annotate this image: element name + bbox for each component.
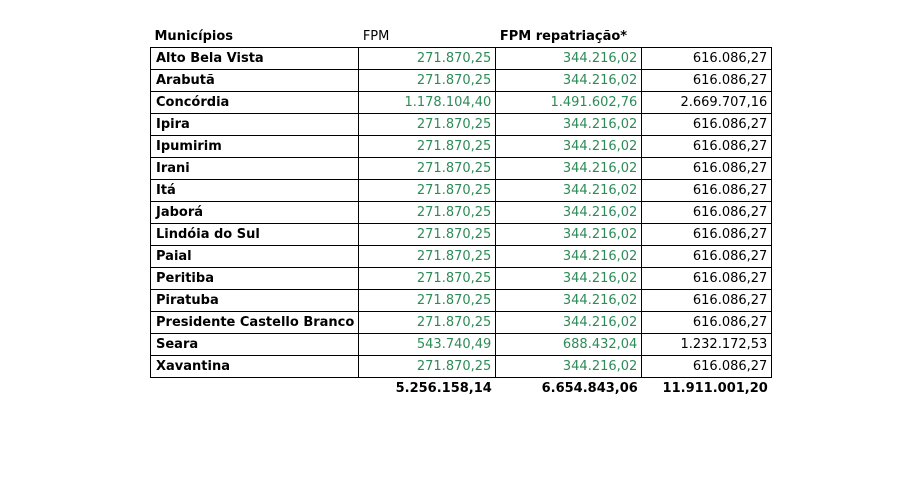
table-row <box>151 268 772 290</box>
fpm-cell: 271.870,25 <box>359 48 496 70</box>
municipio-cell: Arabutã <box>151 70 359 92</box>
fpm-repatriacao-cell: 344.216,02 <box>496 70 642 92</box>
header-total <box>642 27 772 48</box>
municipio-cell: Peritiba <box>151 268 359 290</box>
total-cell: 616.086,27 <box>642 312 772 334</box>
fpm-cell: 271.870,25 <box>359 246 496 268</box>
municipio-cell: Ipumirim <box>151 136 359 158</box>
total-cell: 616.086,27 <box>642 202 772 224</box>
total-cell: 616.086,27 <box>642 70 772 92</box>
table-row <box>151 290 772 312</box>
total-cell: 616.086,27 <box>642 290 772 312</box>
municipio-cell: Concórdia <box>151 92 359 114</box>
municipio-cell: Itá <box>151 180 359 202</box>
municipio-cell: Lindóia do Sul <box>151 224 359 246</box>
table-row <box>151 246 772 268</box>
fpm-cell: 271.870,25 <box>359 290 496 312</box>
total-cell: 616.086,27 <box>642 158 772 180</box>
totals-label <box>151 378 359 401</box>
fpm-cell: 543.740,49 <box>359 334 496 356</box>
municipio-cell: Paial <box>151 246 359 268</box>
fpm-cell: 271.870,25 <box>359 136 496 158</box>
municipio-cell: Presidente Castello Branco <box>151 312 359 334</box>
fpm-repatriacao-cell: 688.432,04 <box>496 334 642 356</box>
fpm-repatriacao-cell: 344.216,02 <box>496 356 642 378</box>
fpm-table-container <box>150 27 772 400</box>
fpm-repatriacao-cell: 344.216,02 <box>496 202 642 224</box>
table-row <box>151 70 772 92</box>
total-cell: 616.086,27 <box>642 48 772 70</box>
municipio-cell: Jaborá <box>151 202 359 224</box>
total-cell: 616.086,27 <box>642 114 772 136</box>
municipio-cell: Piratuba <box>151 290 359 312</box>
total-cell: 616.086,27 <box>642 224 772 246</box>
fpm-cell: 271.870,25 <box>359 202 496 224</box>
fpm-repatriacao-cell: 344.216,02 <box>496 158 642 180</box>
fpm-cell: 271.870,25 <box>359 70 496 92</box>
fpm-table <box>150 27 772 400</box>
totals-fpm: 5.256.158,14 <box>395 381 492 396</box>
totals-row <box>151 378 772 401</box>
fpm-cell: 271.870,25 <box>359 312 496 334</box>
total-cell: 616.086,27 <box>642 136 772 158</box>
total-cell: 616.086,27 <box>642 246 772 268</box>
table-row <box>151 92 772 114</box>
table-row <box>151 312 772 334</box>
fpm-repatriacao-cell: 344.216,02 <box>496 312 642 334</box>
table-row <box>151 202 772 224</box>
fpm-cell: 271.870,25 <box>359 114 496 136</box>
fpm-cell: 271.870,25 <box>359 180 496 202</box>
total-cell: 616.086,27 <box>642 356 772 378</box>
table-row <box>151 180 772 202</box>
totals-fpm-repatriacao: 6.654.843,06 <box>541 381 638 396</box>
fpm-cell: 271.870,25 <box>359 268 496 290</box>
fpm-repatriacao-cell: 344.216,02 <box>496 114 642 136</box>
municipio-cell: Ipira <box>151 114 359 136</box>
table-row <box>151 114 772 136</box>
total-cell: 616.086,27 <box>642 268 772 290</box>
municipio-cell: Irani <box>151 158 359 180</box>
total-cell: 616.086,27 <box>642 180 772 202</box>
totals-total: 11.911.001,20 <box>662 381 768 396</box>
fpm-repatriacao-cell: 344.216,02 <box>496 246 642 268</box>
fpm-repatriacao-cell: 1.491.602,76 <box>496 92 642 114</box>
fpm-cell: 271.870,25 <box>359 356 496 378</box>
header-fpm: FPM <box>362 29 390 44</box>
fpm-cell: 1.178.104,40 <box>359 92 496 114</box>
fpm-repatriacao-cell: 344.216,02 <box>496 136 642 158</box>
table-row <box>151 158 772 180</box>
municipio-cell: Seara <box>151 334 359 356</box>
table-row <box>151 136 772 158</box>
fpm-repatriacao-cell: 344.216,02 <box>496 180 642 202</box>
total-cell: 2.669.707,16 <box>642 92 772 114</box>
fpm-repatriacao-cell: 344.216,02 <box>496 224 642 246</box>
table-row <box>151 48 772 70</box>
header-fpm-repatriacao: FPM repatriação* <box>499 29 628 44</box>
municipio-cell: Xavantina <box>151 356 359 378</box>
table-row <box>151 224 772 246</box>
fpm-cell: 271.870,25 <box>359 224 496 246</box>
table-row <box>151 334 772 356</box>
table-row <box>151 356 772 378</box>
total-cell: 1.232.172,53 <box>642 334 772 356</box>
fpm-cell: 271.870,25 <box>359 158 496 180</box>
fpm-repatriacao-cell: 344.216,02 <box>496 268 642 290</box>
fpm-repatriacao-cell: 344.216,02 <box>496 48 642 70</box>
header-row <box>151 27 772 48</box>
municipio-cell: Alto Bela Vista <box>151 48 359 70</box>
header-municipios: Municípios <box>154 29 233 44</box>
fpm-repatriacao-cell: 344.216,02 <box>496 290 642 312</box>
